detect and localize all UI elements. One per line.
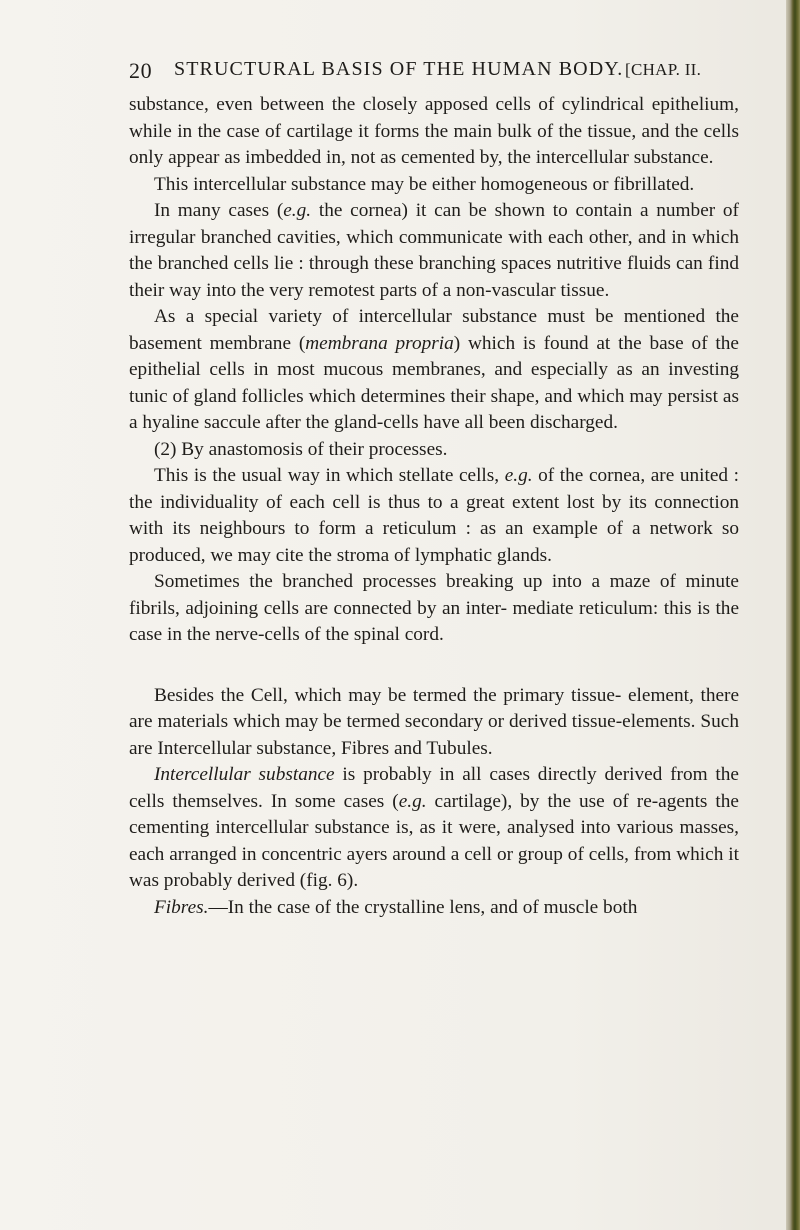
- body-text: [129, 92, 739, 921]
- italic-text: e.g.: [398, 790, 427, 812]
- italic-text: membrana propria: [305, 332, 454, 354]
- text-run: —In the case of the crystalline lens, and of muscle both: [208, 896, 638, 918]
- text-run: This is the usual way in which stellate cells,: [154, 465, 505, 486]
- paragraph: Sometimes the branched processes breaking up into a maze of minute fibrils, adjoining cells are connected by an inter- mediate reticulum: this is the case in the nerve-cells of the spinal cord.: [129, 571, 739, 645]
- paragraph: [129, 304, 739, 437]
- binding-edge: [786, 0, 800, 1230]
- italic-text: e.g.: [283, 200, 312, 221]
- paragraph: This intercellular substance may be either homogeneous or fibrillated.: [154, 173, 695, 195]
- italic-text: Fibres.: [154, 896, 209, 918]
- paragraph: [129, 198, 739, 304]
- chapter-reference: [CHAP. II.: [625, 60, 702, 79]
- italic-text: Intercellular substance: [154, 764, 335, 785]
- section-gap: [129, 649, 739, 683]
- italic-text: e.g.: [504, 465, 533, 486]
- text-run: of the cornea, are united : the individuality of each cell is thus to a great extent lost by its connection with its neighbours to form a reticulum : as an example of a network so produced, we may cite the stroma of lymphatic glands.: [129, 465, 740, 566]
- running-head: [129, 54, 769, 88]
- subheading: (2) By anastomosis of their processes.: [154, 438, 448, 460]
- running-title: STRUCTURAL BASIS OF THE HUMAN BODY.: [174, 58, 624, 80]
- text-run: is probably in all cases directly derived from the cells themselves. In some cases (: [129, 764, 739, 812]
- paragraph: [129, 895, 739, 922]
- text-run: cartilage), by the use of re-agents the cementing intercellular substance is, as it were, analysed into various masses, each arranged in concentric ayers around a cell or group of cells, from which it was probably derived (fig. 6).: [129, 790, 739, 891]
- text-run: ) which is found at the base of the epithelial cells in most mucous membranes, and especially as an investing tunic of gland follicles which determines their shape, and which may persist as a hyaline saccule after the gland-cells have all been discharged.: [129, 332, 739, 433]
- text-run: In many cases (: [154, 200, 284, 221]
- paragraph: [129, 762, 739, 895]
- text-run: As a special variety of intercellular substance must be mentioned the basement membrane (: [129, 306, 739, 354]
- text-run: the cornea) it can be shown to contain a number of irregular branched cavities, which communicate with each other, and in which the branched cells lie : through these branching spaces nutritive fluids can find their way into the very remotest parts of a non-vascular tissue.: [129, 200, 739, 301]
- paragraph: [129, 463, 739, 569]
- paragraph: substance, even between the closely apposed cells of cylindrical epithelium, while in the case of cartilage it forms the main bulk of the tissue, and the cells only appear as imbedded in, not as cemented by, the intercellular substance.: [129, 94, 739, 168]
- paragraph: Besides the Cell, which may be termed the primary tissue- element, there are materials which may be termed secondary or derived tissue-elements. Such are Intercellular substance, Fibres and Tubules.: [129, 684, 739, 759]
- page-number: 20: [129, 58, 153, 83]
